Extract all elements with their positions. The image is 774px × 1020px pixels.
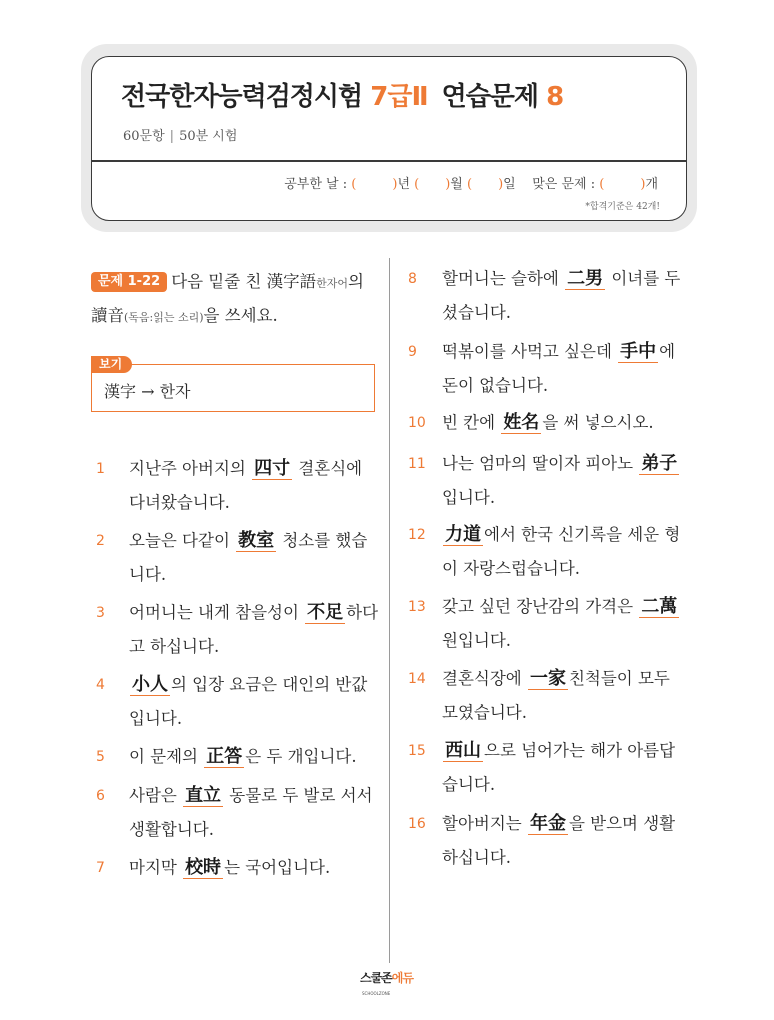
question-number: 7: [96, 860, 105, 876]
question-item: [408, 335, 690, 403]
question-hanja: 一家: [529, 668, 566, 689]
column-divider: [389, 258, 390, 963]
question-number: 11: [408, 456, 426, 472]
test-duration: 50분 시험: [179, 129, 238, 144]
question-text: 에서 한국 신기록을 세운 형이 자랑스럽습니다.: [442, 525, 681, 578]
publisher-logo: [360, 970, 416, 994]
instruction-reading: 한자어: [316, 277, 349, 290]
instruction-hanja: 漢字語: [266, 272, 317, 291]
question-text: 빈 칸에: [442, 413, 501, 432]
question-text: 의 입장 요금은 대인의 반값입니다.: [129, 675, 368, 728]
question-number: 2: [96, 533, 105, 549]
question-text: 갖고 싶던 장난감의 가격은: [442, 597, 639, 616]
question-text: 오늘은 다같이: [129, 531, 236, 550]
paren-open: (: [351, 177, 357, 192]
question-hanja: 二萬: [641, 596, 678, 617]
question-hanja: 姓名: [503, 412, 540, 433]
question-number: 8: [408, 271, 417, 287]
year-label: 년: [397, 177, 410, 192]
question-text: 마지막: [129, 858, 183, 877]
paren-close: ): [498, 177, 504, 192]
month-label: 월: [450, 177, 463, 192]
instruction-note: (독음:읽는 소리): [124, 311, 204, 324]
question-number: 14: [408, 671, 426, 687]
example-text: 漢字 → 한자: [104, 382, 191, 401]
question-text: 결혼식에 다녀왔습니다.: [129, 459, 363, 512]
question-text: 에 돈이 없습니다.: [442, 342, 676, 395]
question-hanja: 直立: [185, 785, 222, 806]
example-tag: 보기: [91, 356, 132, 373]
question-text: 결혼식장에: [442, 669, 527, 688]
test-info: [123, 125, 237, 144]
instruction-text: 의: [348, 272, 364, 291]
paren-close: ): [640, 177, 646, 192]
paren-close: ): [392, 177, 398, 192]
question-hanja: 不足: [307, 602, 344, 623]
question-number: 3: [96, 605, 105, 621]
question-item: [408, 447, 690, 515]
question-hanja: 年金: [529, 813, 566, 834]
question-text: 이녀를 두셨습니다.: [442, 269, 681, 322]
question-hanja: 手中: [620, 341, 657, 362]
instruction: [91, 266, 381, 334]
question-hanja: 教室: [238, 530, 275, 551]
question-item: [96, 668, 378, 736]
question-text: 사람은: [129, 786, 183, 805]
question-item: [96, 524, 378, 592]
question-text: 어머니는 내게 참을성이: [129, 603, 305, 622]
question-text: 동물로 두 발로 서서 생활합니다.: [129, 786, 373, 839]
question-item: [408, 262, 690, 330]
question-text: 할머니는 슬하에: [442, 269, 565, 288]
correct-count-label: 맞은 문제 :: [532, 177, 596, 192]
question-hanja: 弟子: [641, 453, 678, 474]
question-text: 는 국어입니다.: [224, 858, 331, 877]
title-practice: 연습문제: [441, 82, 539, 112]
instruction-text: 다음 밑줄 친: [171, 272, 262, 291]
study-record-line: [284, 173, 658, 192]
question-item: [96, 596, 378, 664]
header-card: [91, 56, 687, 221]
question-item: [408, 807, 690, 875]
question-hanja: 正答: [206, 746, 243, 767]
question-hanja: 四寸: [254, 458, 291, 479]
question-number: 12: [408, 527, 426, 543]
paren-close: ): [445, 177, 451, 192]
question-number: 10: [408, 415, 426, 431]
question-text: 나는 엄마의 딸이자 피아노: [442, 454, 639, 473]
logo-accent: 에듀: [391, 971, 413, 985]
question-hanja: 二男: [567, 268, 604, 289]
study-date-label: 공부한 날 :: [284, 177, 348, 192]
question-number: 6: [96, 788, 105, 804]
paren-open: (: [599, 177, 605, 192]
question-text: 은 두 개입니다.: [245, 747, 357, 766]
question-item: [96, 851, 378, 885]
title-grade: 7급Ⅱ: [370, 82, 428, 112]
question-text: 하다고 하십니다.: [129, 603, 379, 656]
question-number: 15: [408, 743, 426, 759]
header-divider: [92, 160, 686, 162]
question-item: [408, 590, 690, 658]
question-item: [408, 518, 690, 586]
paren-open: (: [414, 177, 420, 192]
question-text: 떡볶이를 사먹고 싶은데: [442, 342, 618, 361]
question-text: 원입니다.: [442, 631, 512, 650]
question-hanja: 小人: [132, 674, 168, 695]
day-label: 일: [503, 177, 516, 192]
question-hanja: 力道: [445, 524, 481, 545]
question-item: [96, 779, 378, 847]
question-number: 13: [408, 599, 426, 615]
question-number: 5: [96, 749, 105, 765]
question-text: 입니다.: [442, 488, 496, 507]
question-text: 친척들이 모두 모였습니다.: [442, 669, 670, 722]
question-number: 4: [96, 677, 105, 693]
question-text: 을 받으며 생활하십니다.: [442, 814, 676, 867]
title-number: 8: [546, 82, 564, 112]
paren-open: (: [467, 177, 473, 192]
instruction-hanja: 讀音: [91, 306, 124, 325]
question-item: [408, 406, 690, 440]
example-box: [91, 364, 375, 412]
logo-subtext: SCHOOLZONE: [362, 991, 391, 996]
question-hanja: 西山: [445, 740, 481, 761]
question-text: 청소를 했습니다.: [129, 531, 368, 584]
title-main: 전국한자능력검정시험: [121, 82, 363, 112]
question-number: 1: [96, 461, 105, 477]
question-item: [96, 452, 378, 520]
question-text: 을 써 넣으시오.: [542, 413, 654, 432]
question-hanja: 校時: [185, 857, 222, 878]
instruction-text: 을 쓰세요.: [203, 306, 278, 325]
question-item: [408, 662, 690, 730]
question-number: 16: [408, 816, 426, 832]
question-text: 이 문제의: [129, 747, 204, 766]
correct-count-unit: 개: [645, 177, 658, 192]
info-separator: |: [169, 129, 175, 144]
question-text: 지난주 아버지의: [129, 459, 252, 478]
logo-text: 스쿨존: [360, 971, 392, 985]
question-range-badge: 문제 1-22: [91, 272, 167, 292]
item-count: 60문항: [123, 129, 165, 144]
question-text: 할아버지는: [442, 814, 527, 833]
question-text: 으로 넘어가는 해가 아름답습니다.: [442, 741, 676, 794]
question-item: [96, 740, 378, 774]
question-item: [408, 734, 690, 802]
page-title: [121, 76, 563, 113]
pass-criteria-note: *합격기준은 42개!: [585, 202, 660, 212]
question-number: 9: [408, 344, 417, 360]
